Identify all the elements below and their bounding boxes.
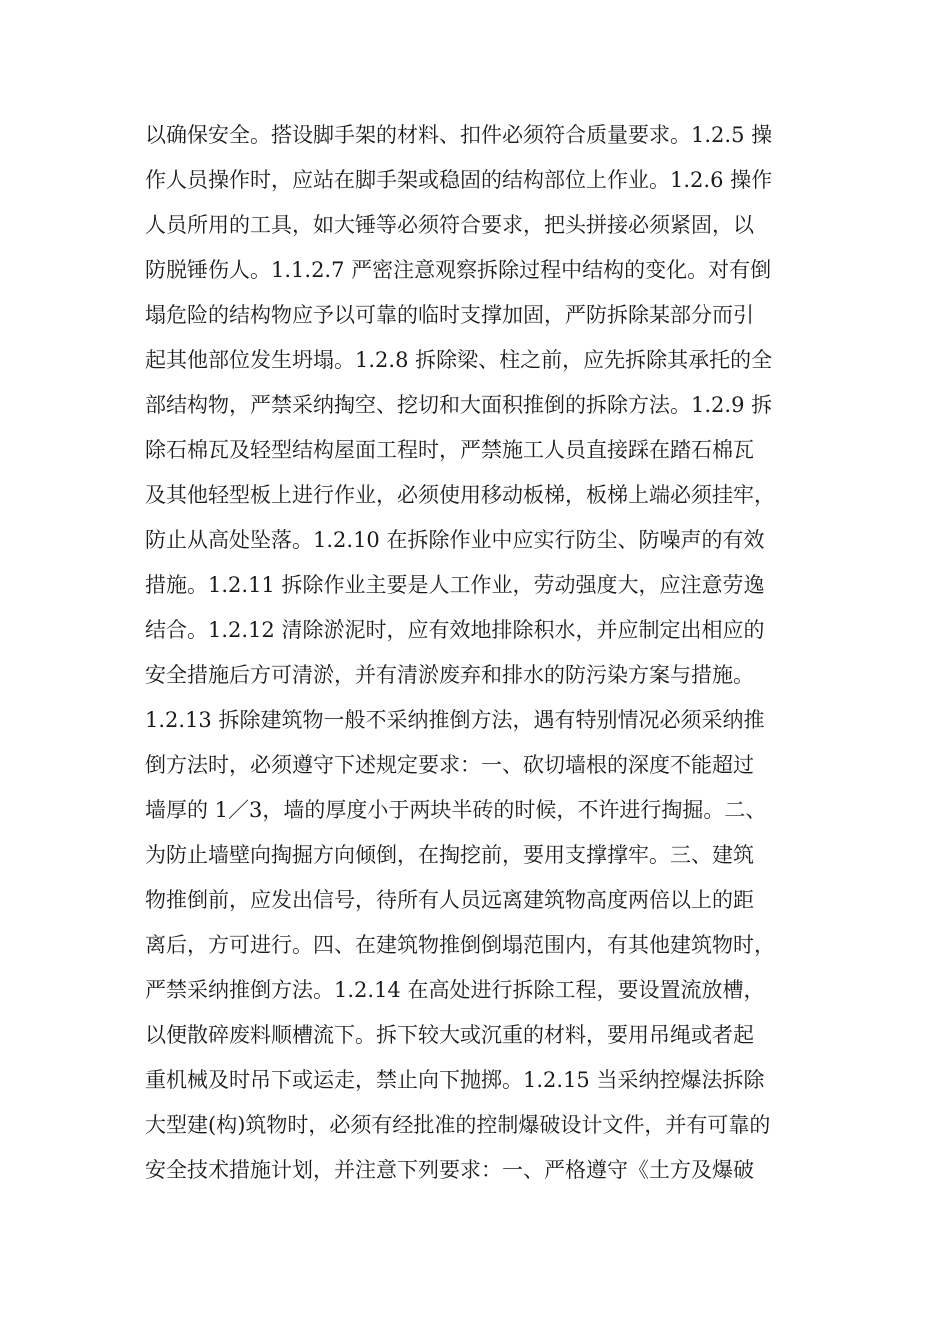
text-line: 及其他轻型板上进行作业，必须使用移动板梯，板梯上端必须挂牢，	[145, 483, 775, 507]
text-line: 倒方法时，必须遵守下述规定要求：一、砍切墙根的深度不能超过	[145, 753, 754, 777]
text-line: 以确保安全。搭设脚手架的材料、扣件必须符合质量要求。1.2.5 操	[145, 123, 773, 147]
text-line: 以便散碎废料顺槽流下。拆下较大或沉重的材料，要用吊绳或者起	[145, 1023, 754, 1047]
text-line: 安全措施后方可清淤，并有清淤废弃和排水的防污染方案与措施。	[145, 663, 754, 687]
text-line: 严禁采纳推倒方法。1.2.14 在高处进行拆除工程，要设置流放槽，	[145, 978, 765, 1002]
text-line: 安全技术措施计划，并注意下列要求：一、严格遵守《土方及爆破	[145, 1158, 754, 1182]
text-line: 为防止墙壁向掏掘方向倾倒，在掏挖前，要用支撑撑牢。三、建筑	[145, 843, 754, 867]
text-line: 防脱锤伤人。1.1.2.7 严密注意观察拆除过程中结构的变化。对有倒	[145, 258, 772, 282]
text-line: 塌危险的结构物应予以可靠的临时支撑加固，严防拆除某部分而引	[145, 303, 754, 327]
text-line: 作人员操作时，应站在脚手架或稳固的结构部位上作业。1.2.6 操作	[145, 168, 773, 192]
text-line: 重机械及时吊下或运走，禁止向下抛掷。1.2.15 当采纳控爆法拆除	[145, 1068, 765, 1092]
text-line: 防止从高处坠落。1.2.10 在拆除作业中应实行防尘、防噪声的有效	[145, 528, 765, 552]
text-line: 1.2.13 拆除建筑物一般不采纳推倒方法，遇有特别情况必须采纳推	[145, 708, 765, 732]
body-text	[145, 113, 825, 1193]
text-line: 部结构物，严禁采纳掏空、挖切和大面积推倒的拆除方法。1.2.9 拆	[145, 393, 773, 417]
text-line: 物推倒前，应发出信号，待所有人员远离建筑物高度两倍以上的距	[145, 888, 754, 912]
text-line: 结合。1.2.12 清除淤泥时，应有效地排除积水，并应制定出相应的	[145, 618, 765, 642]
text-line: 人员所用的工具，如大锤等必须符合要求，把头拼接必须紧固，以	[145, 213, 754, 237]
text-line: 离后，方可进行。四、在建筑物推倒倒塌范围内，有其他建筑物时，	[145, 933, 775, 957]
text-line: 墙厚的 1／3，墙的厚度小于两块半砖的时候，不许进行掏掘。二、	[145, 798, 767, 822]
text-line: 措施。1.2.11 拆除作业主要是人工作业，劳动强度大，应注意劳逸	[145, 573, 765, 597]
text-line: 除石棉瓦及轻型结构屋面工程时，严禁施工人员直接踩在踏石棉瓦	[145, 438, 754, 462]
text-line: 大型建(构)筑物时，必须有经批准的控制爆破设计文件，并有可靠的	[145, 1113, 771, 1137]
text-line: 起其他部位发生坍塌。1.2.8 拆除梁、柱之前，应先拆除其承托的全	[145, 348, 773, 372]
